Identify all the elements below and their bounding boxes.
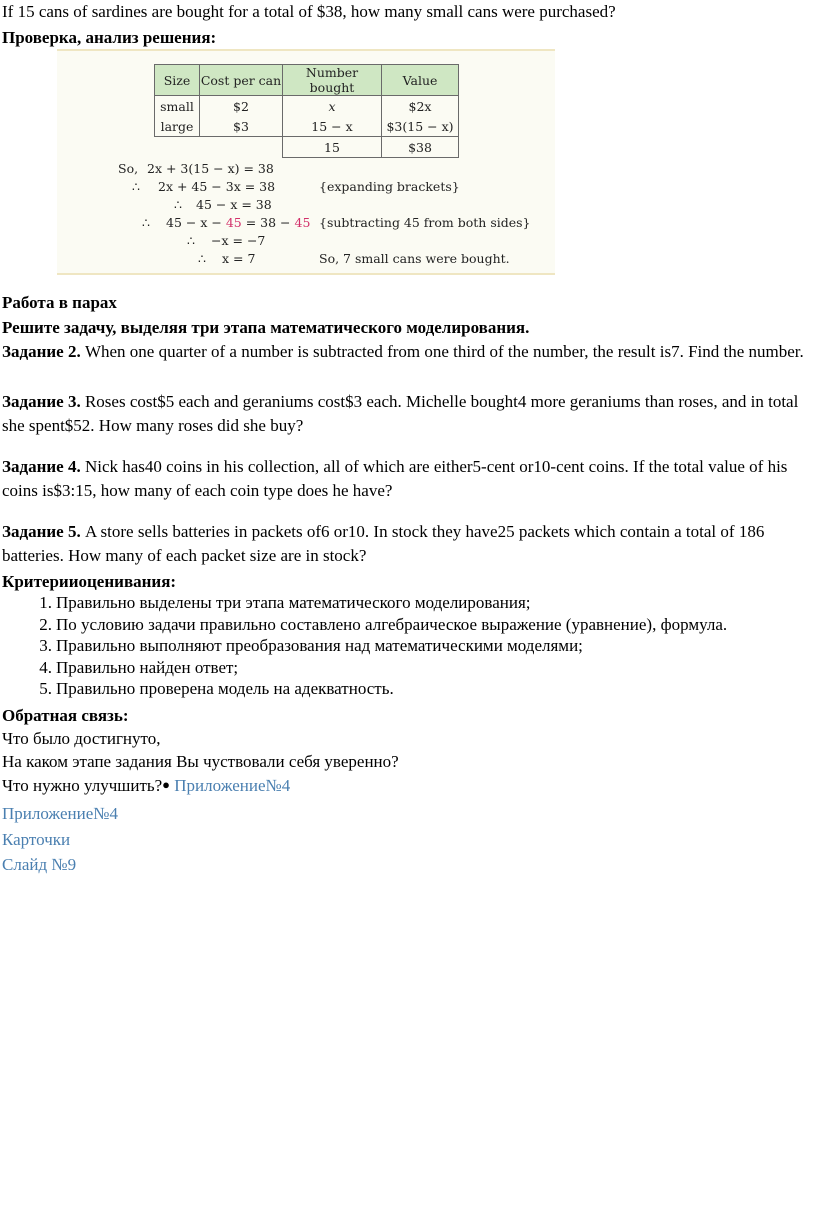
cards-link[interactable]: Карточки [2, 830, 71, 849]
bullet-icon: ● [162, 777, 171, 792]
table-row [155, 116, 459, 137]
highlight-term: 45 [225, 215, 242, 230]
therefore-symbol: ∴ [187, 233, 195, 248]
list-item [39, 657, 727, 679]
list-item [39, 592, 727, 614]
list-number: 1. [39, 593, 52, 612]
table-cell: $2x [382, 96, 459, 117]
list-number: 5. [39, 679, 52, 698]
task-text: When one quarter of a number is subtracted from one third of the number, the result is7. Find the number. [80, 342, 804, 361]
table-header: Number bought [283, 65, 382, 96]
table-header: Cost per can [200, 65, 283, 96]
table-header-row [155, 65, 459, 96]
solution-image [57, 49, 555, 275]
table-empty-cell [200, 137, 283, 158]
list-text: Правильно выделены три этапа математического моделирования; [56, 593, 531, 612]
table-header: Value [382, 65, 459, 96]
slide-link[interactable]: Слайд №9 [2, 855, 77, 874]
step-equation: 45 − x = 38 [196, 197, 272, 212]
task-text: Nick has40 coins in his collection, all of which are either5-cent or10-cent coins. If the total value of his coins is$3:15, how many of each coin type does he have? [2, 457, 788, 500]
task-label: Задание 4. [2, 457, 81, 476]
feedback-question-row [2, 775, 290, 796]
pair-work-heading-text: Работа в парах [2, 293, 117, 312]
task-2 [2, 340, 812, 364]
table-total-cell: $38 [382, 137, 459, 158]
appendix-inline-link[interactable]: Приложение№4 [170, 776, 291, 795]
list-number: 4. [39, 657, 52, 677]
task-4 [2, 455, 812, 503]
table-cell: x [283, 96, 382, 117]
appendix-link[interactable]: Приложение№4 [2, 804, 118, 823]
table-header: Size [155, 65, 200, 96]
list-text: Правильно выполняют преобразования над математическими моделями; [56, 636, 583, 655]
table-cell: large [155, 116, 200, 137]
list-item [39, 635, 727, 657]
therefore-symbol: ∴ [132, 179, 140, 194]
step-note: {expanding brackets} [319, 179, 460, 194]
table-total-cell: 15 [283, 137, 382, 158]
table-cell: small [155, 96, 200, 117]
task-5 [2, 520, 812, 568]
list-text: Правильно найден ответ; [56, 657, 239, 677]
list-item [39, 678, 727, 700]
table-row [155, 96, 459, 117]
list-number: 2. [39, 614, 52, 634]
step-equation: x = 7 [222, 251, 256, 266]
criteria-heading [2, 572, 176, 592]
step-equation: 2x + 3(15 − x) = 38 [147, 161, 274, 176]
step-note: {subtracting 45 from both sides} [319, 215, 531, 230]
therefore-symbol: ∴ [198, 251, 206, 266]
task-label: Задание 3. [2, 392, 81, 411]
solution-table [154, 64, 459, 158]
task-text: Roses cost$5 each and geraniums cost$3 each. Michelle bought4 more geraniums than roses, and in total she spent$52. How many roses did she buy? [2, 392, 799, 435]
step-prefix: So, [118, 161, 139, 176]
table-cell: $2 [200, 96, 283, 117]
feedback-heading [2, 706, 129, 726]
criteria-heading-text: Критерииоценивания: [2, 572, 177, 591]
step-equation: 2x + 45 − 3x = 38 [158, 179, 276, 194]
task-text: A store sells batteries in packets of6 or10. In stock they have25 packets which contain a total of 186 batteries. How many of each packet size are in stock? [2, 522, 765, 565]
therefore-symbol: ∴ [174, 197, 182, 212]
step-equation: −x = −7 [211, 233, 266, 248]
task-3 [2, 390, 812, 438]
table-cell: $3 [200, 116, 283, 137]
highlight-term: 45 [294, 215, 311, 230]
task-label: Задание 2. [2, 342, 81, 361]
task-label: Задание 5. [2, 522, 81, 541]
step-part: = 38 − [245, 215, 291, 230]
therefore-symbol: ∴ [142, 215, 150, 230]
pair-work-instruction [2, 318, 529, 338]
pair-work-heading [2, 293, 117, 313]
list-text: По условию задачи правильно составлено алгебраическое выражение (уравнение), формула. [56, 614, 728, 634]
feedback-question: Что нужно улучшить? [2, 776, 163, 795]
check-heading-text: Проверка, анализ решения: [2, 28, 217, 47]
check-heading [2, 28, 216, 48]
table-cell: 15 − x [283, 116, 382, 137]
list-item [39, 614, 728, 636]
problem-question: If 15 cans of sardines are bought for a total of $38, how many small cans were purchased? [2, 2, 616, 21]
criteria-list [10, 592, 727, 700]
feedback-heading-text: Обратная связь: [2, 706, 129, 725]
step-equation [166, 215, 310, 230]
feedback-question: На каком этапе задания Вы чуствовали себя уверенно? [2, 752, 399, 771]
table-cell: $3(15 − x) [382, 116, 459, 137]
table-empty-cell [155, 137, 200, 158]
feedback-question: Что было достигнуто, [2, 729, 161, 748]
step-note: So, 7 small cans were bought. [319, 251, 510, 266]
list-text: Правильно проверена модель на адекватность. [56, 679, 394, 698]
step-part: 45 − x − [166, 215, 222, 230]
list-number: 3. [39, 636, 52, 655]
pair-work-instruction-text: Решите задачу, выделяя три этапа математического моделирования. [2, 318, 530, 337]
table-total-row [155, 137, 459, 158]
